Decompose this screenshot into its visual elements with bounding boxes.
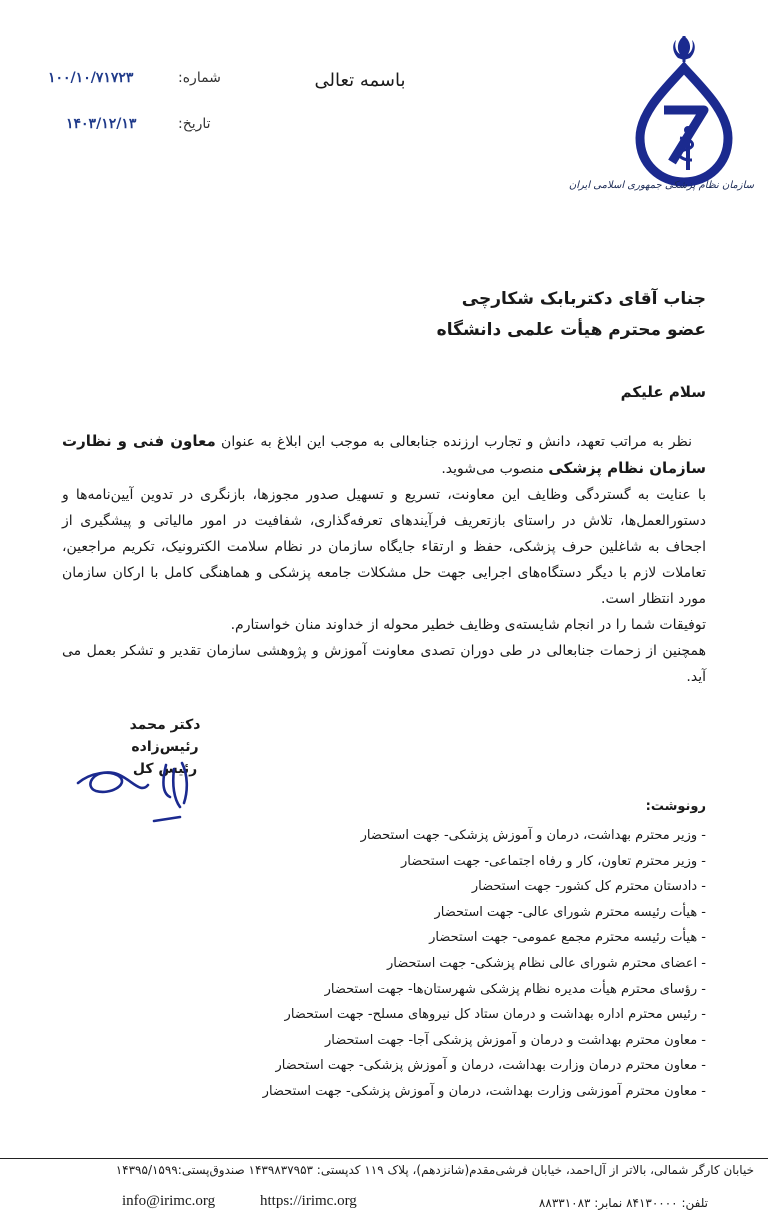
cc-list-item: - وزیر محترم بهداشت، درمان و آموزش پزشکی- جهت استحضار [360, 828, 706, 843]
cc-list-item: - معاون محترم بهداشت و درمان و آموزش پزشکی آجا- جهت استحضار [324, 1032, 706, 1048]
footer-email: info@irimc.org [122, 1193, 216, 1209]
cc-list-item: - دادستان محترم کل کشور- جهت استحضار [471, 879, 706, 895]
bismillah-heading: باسمه تعالی [314, 70, 406, 91]
appointment-position: معاون فنی و نظارت سازمان نظام پزشکی [62, 432, 706, 477]
irimc-logo [568, 30, 756, 205]
cc-list-item: - معاون محترم درمان وزارت بهداشت، درمان و آموزش پزشکی- جهت استحضار [275, 1058, 706, 1074]
body-paragraph-3: توفیقات شما را در انجام شایسته‌ی وظایف خطیر محوله از خداوند منان خواستارم. [230, 617, 706, 633]
signer-name: دکتر محمد رئیس‌زاده [129, 717, 201, 755]
letter-body [62, 428, 706, 690]
cc-list-item: - هیأت رئیسه محترم مجمع عمومی- جهت استحضار [429, 930, 706, 946]
recipient-title: عضو محترم هیأت علمی دانشگاه [436, 320, 706, 340]
cc-title: رونوشت: [645, 799, 706, 814]
cc-list-item: - هیأت رئیسه محترم شورای عالی- جهت استحضار [434, 904, 706, 920]
body-paragraph-1 [62, 428, 706, 482]
greeting: سلام علیکم [620, 383, 706, 401]
number-value: ۱۰۰/۱۰/۷۱۷۲۳ [48, 70, 134, 86]
cc-list-item: - وزیر محترم تعاون، کار و رفاه اجتماعی- جهت استحضار [400, 853, 706, 869]
handwritten-signature [70, 755, 210, 835]
footer-divider [0, 1158, 768, 1159]
footer-website: https://irimc.org [260, 1193, 357, 1209]
logo-caption: سازمان نظام پزشکی جمهوری اسلامی ایران [568, 180, 754, 191]
body-p1-start: نظر به مراتب تعهد، دانش و تجارب ارزنده جنابعالی به موجب این ابلاغ به عنوان [215, 434, 692, 450]
footer-phone: تلفن: ۸۴۱۳۰۰۰۰ نمابر: ۸۸۳۳۱۰۸۳ [538, 1196, 708, 1210]
cc-list [263, 823, 706, 1105]
cc-list-item: - رؤسای محترم هیأت مدیره نظام پزشکی شهرستان‌ها- جهت استحضار [324, 981, 706, 997]
body-p1-end: منصوب می‌شوید. [441, 461, 549, 477]
footer-address: خیابان کارگر شمالی، بالاتر از آل‌احمد، خیابان فرشی‌مقدم(شانزدهم)، پلاک ۱۱۹ کدپستی: ۱۴۳۹۸۳۷۹۵۳ صندوق‌پستی:۱۴۳۹۵/۱۵۹۹ [115, 1163, 754, 1177]
cc-list-item: - رئیس محترم اداره بهداشت و درمان ستاد کل نیروهای مسلح- جهت استحضار [284, 1007, 706, 1023]
cc-list-item: - اعضای محترم شورای عالی نظام پزشکی- جهت استحضار [386, 955, 706, 971]
date-label: تاریخ: [178, 116, 211, 132]
signer-title: رئیس کل [132, 761, 198, 777]
body-paragraph-2: با عنایت به گستردگی وظایف این معاونت، تسریع و تسهیل صدور مجوزها، بازنگری در تدوین آیین‌نامه‌ها و دستورالعمل‌ها، تلاش در راستای بازتعریف فرآیندهای تعرفه‌گذاری، شفافیت در امور مالیاتی و پیشگیری از اجحاف به شاغلین حرف پزشکی، حفظ و ارتقاء جایگاه سازمان در نظام سلامت الکترونیک، تکریم مراجعین، تعاملات لازم با دیگر دستگاه‌های اجرایی جهت حل مشکلات جامعه پزشکی و هماهنگی کامل با ارکان سازمان مورد انتظار است. [62, 487, 706, 607]
body-paragraph-4: همچنین از زحمات جنابعالی در طی دوران تصدی معاونت آموزش و پژوهشی سازمان تقدیر و تشکر بعمل می آید. [62, 643, 706, 685]
date-value: ۱۴۰۳/۱۲/۱۳ [66, 116, 137, 132]
recipient-block [437, 284, 706, 346]
cc-list-item: - معاون محترم آموزشی وزارت بهداشت، درمان و آموزش پزشکی- جهت استحضار [262, 1083, 706, 1099]
recipient-name: جناب آقای دکتربابک شکارچی [461, 289, 706, 309]
number-label: شماره: [178, 70, 221, 86]
